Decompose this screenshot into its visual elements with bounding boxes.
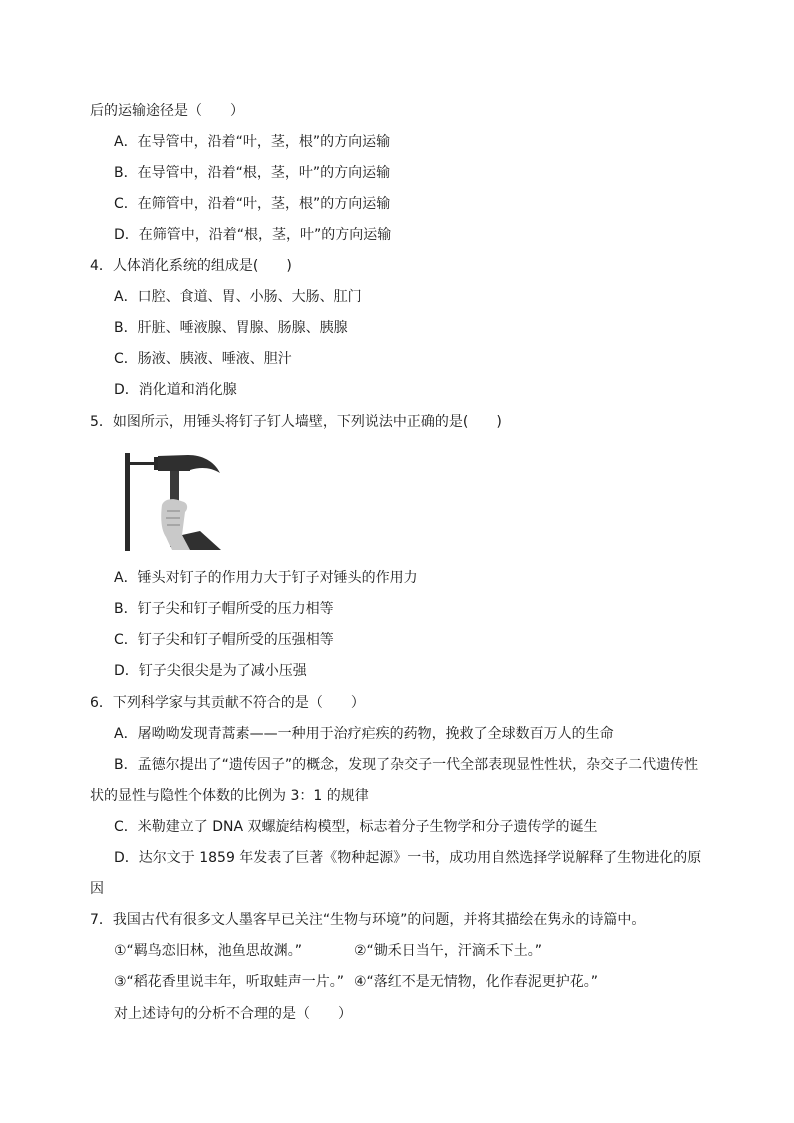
q3-option-b: B．在导管中，沿着“根，茎，叶”的方向运输: [114, 165, 391, 181]
q4-option-a: A．口腔、食道、胃、小肠、大肠、肛门: [114, 289, 362, 305]
nail-head-figure-part: [154, 457, 158, 470]
question-4-stem: 4．人体消化系统的组成是( ): [90, 258, 292, 274]
q4-option-b: B．肝脏、唾液腺、胃腺、肠腺、胰腺: [114, 320, 348, 336]
question-7-prompt: 对上述诗句的分析不合理的是（ ）: [114, 1006, 352, 1022]
q3-option-a: A．在导管中，沿着“叶，茎，根”的方向运输: [114, 134, 391, 150]
q5-option-b: B．钉子尖和钉子帽所受的压力相等: [114, 601, 334, 617]
poem-3: ③“稻花香里说丰年，听取蛙声一片。”: [114, 974, 345, 990]
hammer-nail-figure: [120, 451, 224, 553]
q6-option-b-line2: 状的显性与隐性个体数的比例为 3：1 的规律: [90, 788, 369, 804]
q5-option-a: A．锤头对钉子的作用力大于钉子对锤头的作用力: [114, 570, 418, 586]
q3-option-c: C．在筛管中，沿着“叶，茎，根”的方向运输: [114, 196, 391, 212]
wall-figure-part: [125, 453, 130, 551]
q6-option-d-line1: D．达尔文于 1859 年发表了巨著《物种起源》一书，成功用自然选择学说解释了生物进化的原: [114, 850, 702, 866]
q4-option-d: D．消化道和消化腺: [114, 382, 237, 398]
question-5-stem: 5．如图所示，用锤头将钉子钉人墙壁，下列说法中正确的是( ): [90, 414, 502, 430]
nail-shank-figure-part: [130, 462, 156, 465]
q4-option-c: C．肠液、胰液、唾液、胆汁: [114, 351, 292, 367]
question-3-stem-continued: 后的运输途径是（ ）: [90, 103, 244, 119]
question-7-stem: 7．我国古代有很多文人墨客早已关注“生物与环境”的问题，并将其描绘在隽永的诗篇中。: [90, 912, 646, 928]
question-6-stem: 6．下列科学家与其贡献不符合的是（ ）: [90, 695, 365, 711]
q3-option-d: D．在筛管中，沿着“根，茎，叶”的方向运输: [114, 227, 392, 243]
hammer-head-figure-part: [158, 455, 220, 473]
poem-1: ①“羁鸟恋旧林，池鱼思故渊。”: [114, 943, 303, 959]
q6-option-b-line1: B．孟德尔提出了“遗传因子”的概念，发现了杂交子一代全部表现显性性状，杂交子二代遗传性: [114, 757, 699, 773]
poem-2: ②“锄禾日当午，汗滴禾下土。”: [354, 943, 543, 959]
q5-option-c: C．钉子尖和钉子帽所受的压强相等: [114, 632, 334, 648]
q6-option-a: A．屠呦呦发现青蒿素——一种用于治疗疟疾的药物，挽救了全球数百万人的生命: [114, 726, 614, 742]
q5-option-d: D．钉子尖很尖是为了减小压强: [114, 663, 307, 679]
poem-4: ④“落红不是无情物，化作春泥更护花。”: [354, 974, 599, 990]
q6-option-c: C．米勒建立了 DNA 双螺旋结构模型，标志着分子生物学和分子遗传学的诞生: [114, 819, 598, 835]
q6-option-d-line2: 因: [90, 881, 104, 897]
